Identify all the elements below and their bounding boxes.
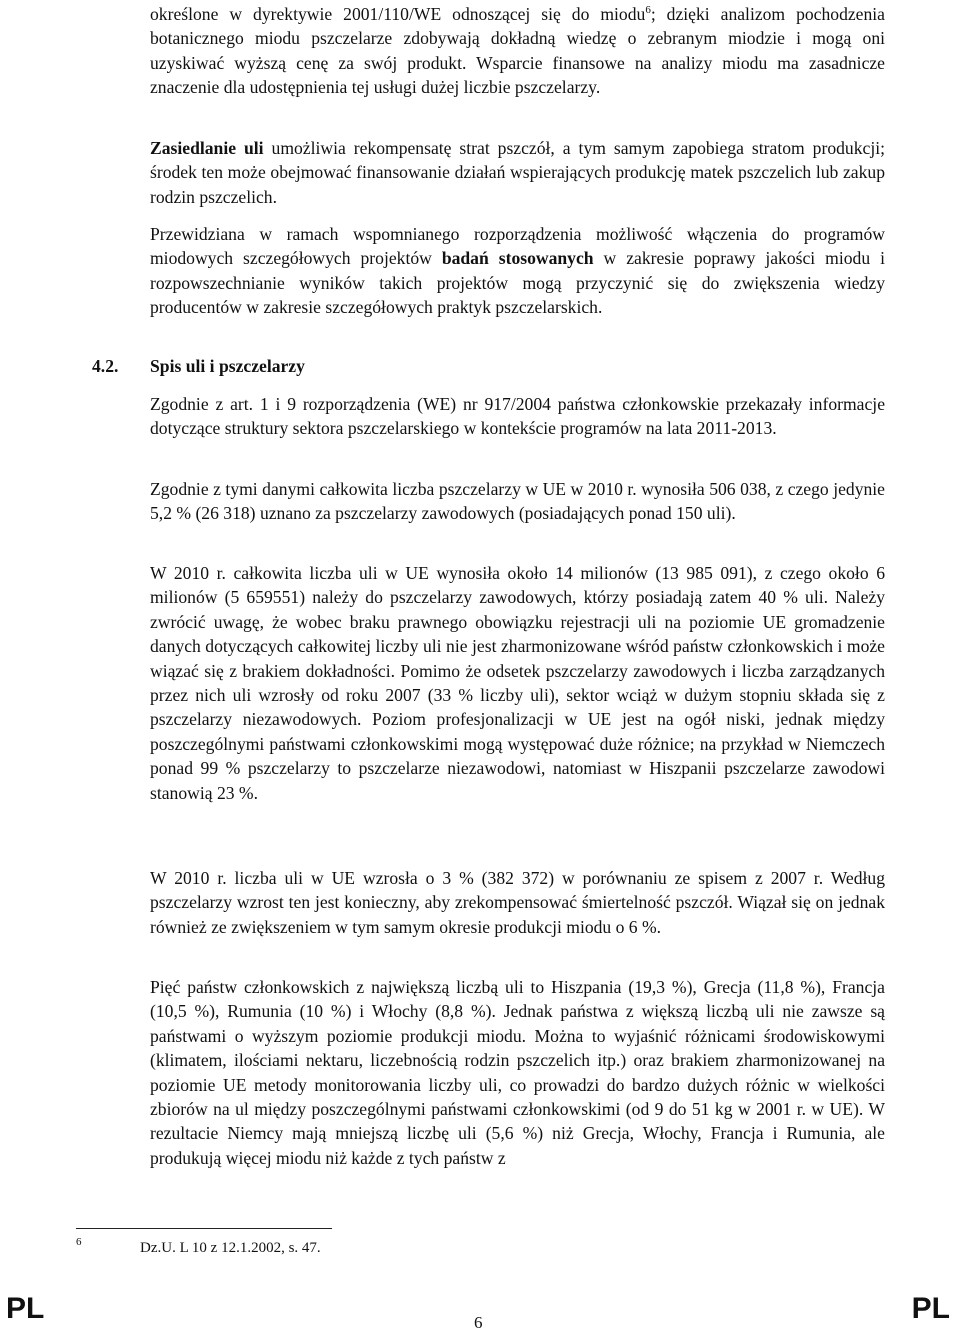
footnote-reference[interactable]: 6	[645, 4, 651, 17]
paragraph-regulation: Zgodnie z art. 1 i 9 rozporządzenia (WE) nr 917/2004 państwa członkowskie przekazały informacje dotyczące struktury sektora pszczelarskiego w kontekście programów na lata 2011-2013.	[150, 394, 885, 439]
bold-term: Zasiedlanie uli	[150, 138, 264, 158]
paragraph-text: umożliwia rekompensatę strat pszczół, a tym samym zapobiega stratom produkcji; środek ten może obejmować finansowanie działań wspierających produkcję matek pszczelich lub zakup rodzin pszczelich.	[150, 138, 885, 207]
paragraph-honey-analysis	[150, 2, 885, 100]
footnote-number: 6	[76, 1236, 82, 1248]
footnote-text: Dz.U. L 10 z 12.1.2002, s. 47.	[140, 1240, 321, 1256]
paragraph-text: w zakresie poprawy jakości miodu i rozpowszechnianie wyników takich projektów mogą przyczynić się do zwiększenia wiedzy producentów w zakresie szczegółowych praktyk pszczelarskich.	[150, 248, 885, 318]
footnote-separator	[76, 1228, 332, 1229]
footer-language-right: PL	[911, 1292, 950, 1325]
paragraph-text: ; dzięki analizom pochodzenia botanicznego miodu pszczelarze zdobywają dokładną wiedzę o zebranym miodzie i mogą oni uzyskiwać wyższą cenę za swój produkt. Wsparcie finansowe na analizy miodu ma zasadnicze znaczenie dla udostępnienia tej usługi dużej liczbie pszczelarzy.	[150, 4, 885, 98]
paragraph-member-states: Pięć państw członkowskich z największą liczbą uli to Hiszpania (19,3 %), Grecja (11,8 %), Francja (10,5 %), Rumunia (10 %) i Włochy (8,8 %). Jednak państwa z większą liczbą uli nie zawsze są państwami o wyższym poziomie produkcji miodu. Można to wyjaśnić różnicami środowiskowymi (klimatem, ilościami nektaru, liczebnością rodzin pszczelich itp.) oraz brakiem zharmonizowanej na poziomie UE metody monitorowania liczby uli, co prowadzi do bardzo dużych różnic w wielkości zbiorów na ul między poszczególnymi państwami członkowskimi (od 9 do 51 kg w 2001 r. w UE). W rezultacie Niemcy mają mniejszą liczbę uli (5,6 %) niż Grecja, Włochy, Francja i Rumunia, ale produkują więcej miodu niż każde z tych państw z	[150, 977, 885, 1168]
paragraph-applied-research	[150, 222, 885, 320]
paragraph-hive-growth: W 2010 r. liczba uli w UE wzrosła o 3 % (382 372) w porównaniu ze spisem z 2007 r. Według pszczelarzy wzrost ten jest konieczny, aby zrekompensować śmiertelność pszczół. Wiązał się on jednak również ze zwiększeniem w tym samym okresie produkcji miodu o 6 %.	[150, 868, 885, 937]
paragraph-beekeeper-count: Zgodnie z tymi danymi całkowita liczba pszczelarzy w UE w 2010 r. wynosiła 506 038, z czego jedynie 5,2 % (26 318) uznano za pszczelarzy zawodowych (posiadających ponad 150 uli).	[150, 479, 885, 524]
paragraph-hive-restocking	[150, 136, 885, 209]
paragraph-text: Przewidziana w ramach wspomnianego rozporządzenia możliwość włączenia do programów miodowych szczegółowych projektów	[150, 224, 885, 269]
page-number: 6	[474, 1313, 483, 1332]
paragraph-text: określone w dyrektywie 2001/110/WE odnoszącej się do miodu	[150, 4, 646, 24]
paragraph-hive-count: W 2010 r. całkowita liczba uli w UE wynosiła około 14 milionów (13 985 091), z czego około 6 milionów (5 659551) należy do pszczelarzy zawodowych, którzy posiadają zatem 40 % uli. Należy zwrócić uwagę, że wobec braku prawnego obowiązku rejestracji uli na poziomie UE gromadzenie danych dotyczących całkowitej liczby uli nie jest zharmonizowane wśród państw członkowskich i może wiązać się z brakiem dokładności. Pomimo że odsetek pszczelarzy zawodowych i liczba zarządzanych przez nich uli wzrosły od roku 2007 (33 % liczby uli), sektor wciąż w dużym stopniu składa się z pszczelarzy niezawodowych. Poziom profesjonalizacji w UE jest na ogół niski, jednak między poszczególnymi państwami członkowskimi mogą występować duże różnice; na przykład w Niemczech ponad 99 % pszczelarzy to pszczelarze niezawodowi, natomiast w Hiszpanii pszczelarze zawodowi stanowią 23 %.	[150, 563, 885, 803]
bold-term: badań stosowanych	[441, 248, 594, 269]
section-number: 4.2.	[92, 356, 119, 376]
footer-language-left: PL	[6, 1292, 45, 1325]
section-title: Spis uli i pszczelarzy	[150, 356, 305, 376]
